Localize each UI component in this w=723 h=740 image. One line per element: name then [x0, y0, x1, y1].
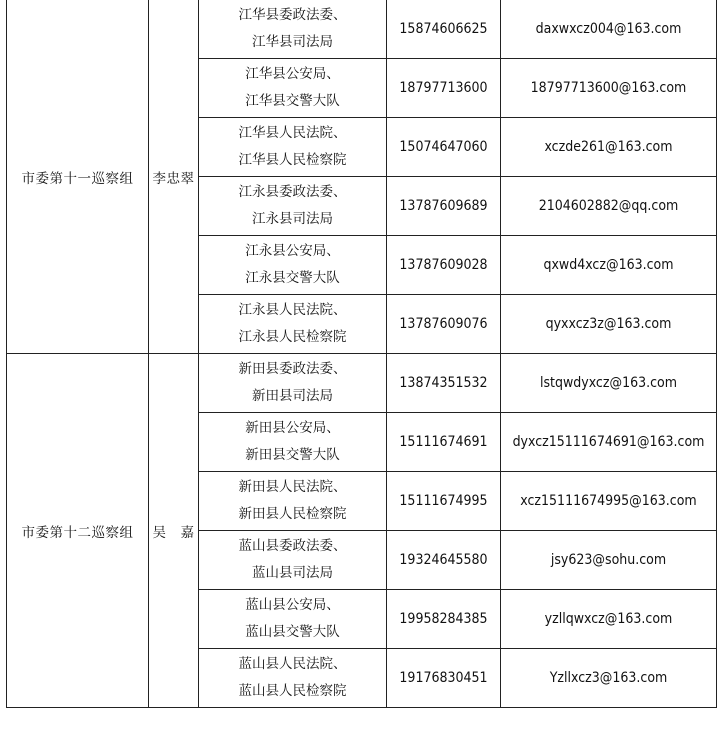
unit-line-1: 蓝山县公安局、 — [245, 597, 340, 613]
unit-cell — [199, 177, 387, 236]
email-cell: dyxcz15111674691@163.com — [501, 413, 717, 472]
unit-line-1: 江华县人民法院、 — [238, 125, 347, 141]
email-cell: Yzllxcz3@163.com — [501, 649, 717, 708]
unit-cell — [199, 472, 387, 531]
phone-cell: 15874606625 — [387, 0, 501, 59]
table-row — [7, 0, 717, 59]
unit-cell — [199, 354, 387, 413]
group-leader-cell: 李忠翠 — [149, 0, 199, 354]
unit-line-2: 新田县交警大队 — [245, 447, 340, 463]
phone-cell: 13787609076 — [387, 295, 501, 354]
unit-line-1: 江华县公安局、 — [245, 66, 340, 82]
email-cell: 2104602882@qq.com — [501, 177, 717, 236]
phone-cell: 15111674691 — [387, 413, 501, 472]
unit-line-1: 江永县委政法委、 — [238, 184, 347, 200]
unit-line-2: 蓝山县司法局 — [252, 565, 333, 581]
email-cell: xczde261@163.com — [501, 118, 717, 177]
email-cell: xcz15111674995@163.com — [501, 472, 717, 531]
unit-cell — [199, 531, 387, 590]
phone-cell: 13874351532 — [387, 354, 501, 413]
unit-cell — [199, 0, 387, 59]
phone-cell: 19176830451 — [387, 649, 501, 708]
phone-cell: 15111674995 — [387, 472, 501, 531]
group-name-cell: 市委第十二巡察组 — [7, 354, 149, 708]
phone-cell: 18797713600 — [387, 59, 501, 118]
email-cell: daxwxcz004@163.com — [501, 0, 717, 59]
unit-line-2: 江永县交警大队 — [245, 270, 340, 286]
unit-line-1: 新田县委政法委、 — [238, 361, 347, 377]
unit-cell — [199, 590, 387, 649]
email-cell: lstqwdyxcz@163.com — [501, 354, 717, 413]
group-leader-cell: 吴 嘉 — [149, 354, 199, 708]
unit-line-1: 新田县公安局、 — [245, 420, 340, 436]
group-name-cell: 市委第十一巡察组 — [7, 0, 149, 354]
phone-cell: 19958284385 — [387, 590, 501, 649]
email-cell: qxwd4xcz@163.com — [501, 236, 717, 295]
unit-cell — [199, 295, 387, 354]
unit-cell — [199, 236, 387, 295]
unit-line-1: 蓝山县委政法委、 — [238, 538, 347, 554]
unit-line-1: 江永县公安局、 — [245, 243, 340, 259]
unit-line-2: 江永县司法局 — [252, 211, 333, 227]
unit-line-2: 江华县人民检察院 — [238, 152, 347, 168]
unit-line-2: 新田县司法局 — [252, 388, 333, 404]
unit-line-2: 江永县人民检察院 — [238, 329, 347, 345]
phone-cell: 19324645580 — [387, 531, 501, 590]
unit-line-1: 江永县人民法院、 — [238, 302, 347, 318]
unit-line-1: 江华县委政法委、 — [238, 7, 347, 23]
unit-cell — [199, 118, 387, 177]
phone-cell: 15074647060 — [387, 118, 501, 177]
table-row — [7, 354, 717, 413]
phone-cell: 13787609689 — [387, 177, 501, 236]
phone-cell: 13787609028 — [387, 236, 501, 295]
table-body — [7, 0, 717, 708]
email-cell: 18797713600@163.com — [501, 59, 717, 118]
unit-line-2: 江华县司法局 — [252, 34, 333, 50]
unit-line-2: 江华县交警大队 — [245, 93, 340, 109]
email-cell: qyxxcz3z@163.com — [501, 295, 717, 354]
unit-line-2: 蓝山县交警大队 — [245, 624, 340, 640]
unit-cell — [199, 59, 387, 118]
unit-line-1: 新田县人民法院、 — [238, 479, 347, 495]
unit-line-2: 新田县人民检察院 — [238, 506, 347, 522]
unit-line-1: 蓝山县人民法院、 — [238, 656, 347, 672]
unit-line-2: 蓝山县人民检察院 — [238, 683, 347, 699]
unit-cell — [199, 649, 387, 708]
unit-cell — [199, 413, 387, 472]
email-cell: jsy623@sohu.com — [501, 531, 717, 590]
inspection-contact-table — [6, 0, 717, 708]
email-cell: yzllqwxcz@163.com — [501, 590, 717, 649]
